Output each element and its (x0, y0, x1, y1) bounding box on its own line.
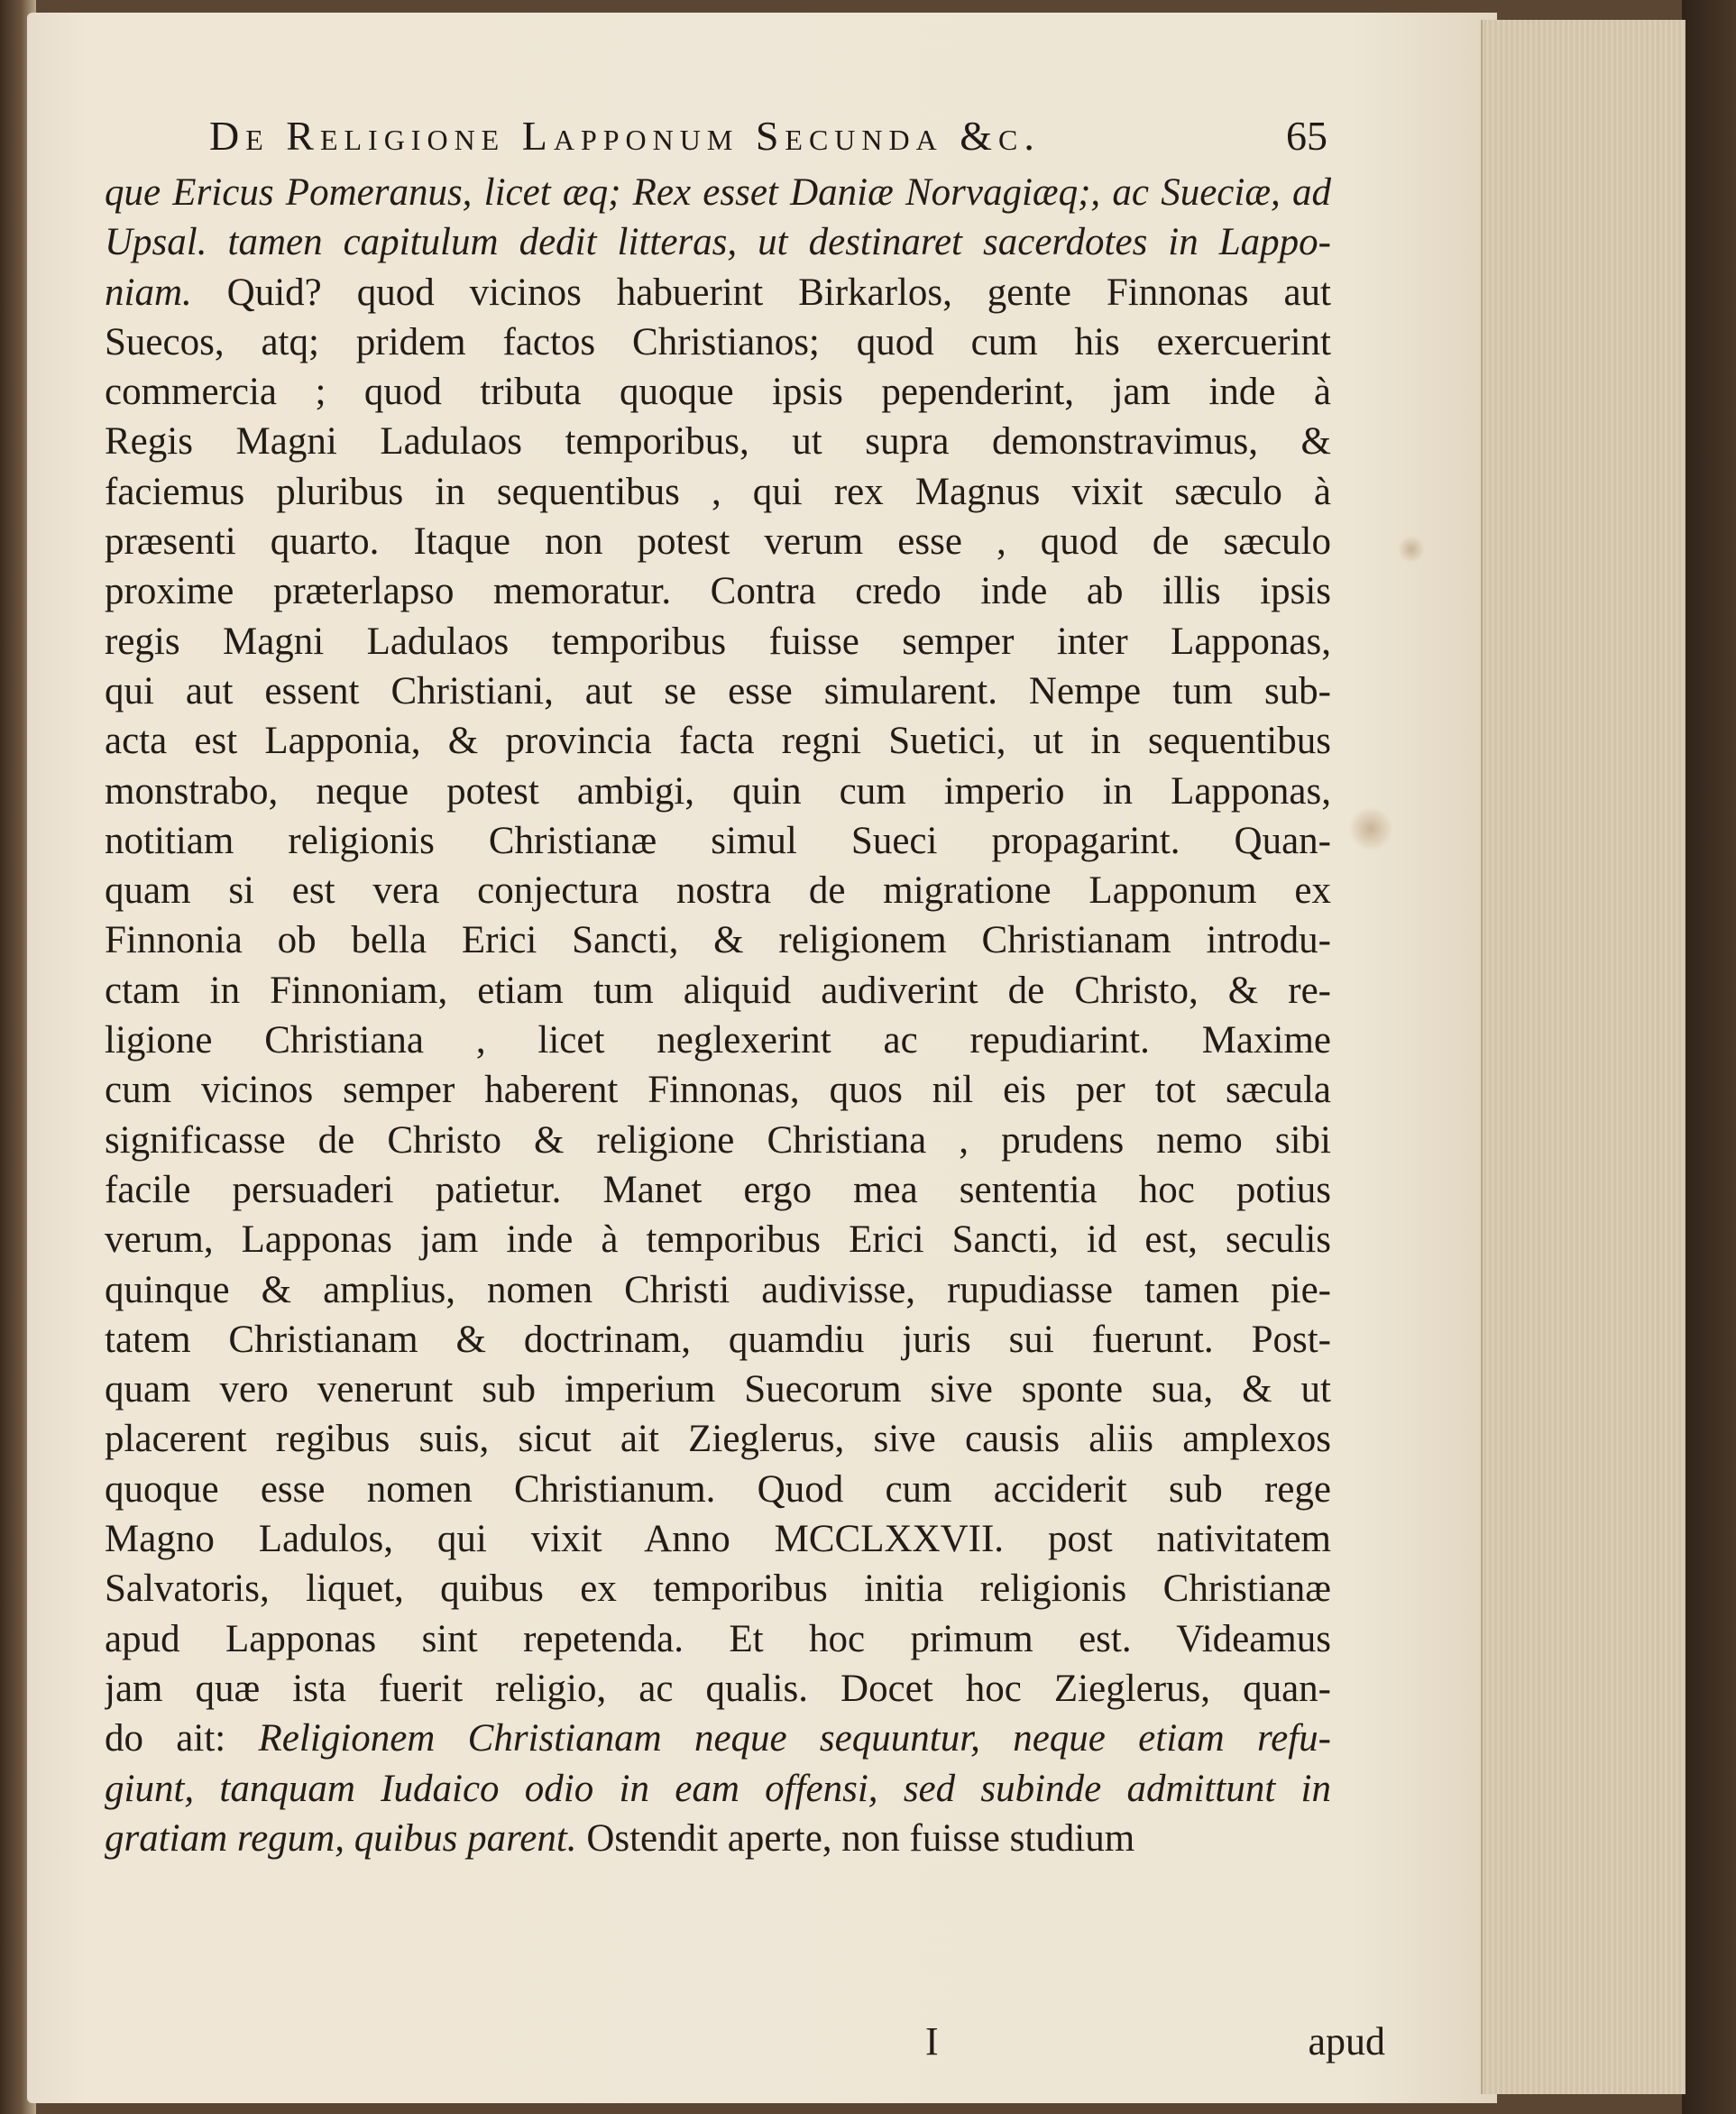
text-line (105, 1714, 1331, 1763)
text-segment: proxime præterlapso memoratur. Contra credo inde ab illis ipsis (105, 570, 1331, 613)
text-segment: ligione Christiana , licet neglexerint ac repudiarint. Maxime (105, 1019, 1331, 1062)
text-segment: notitiam religionis Christianæ simul Sueci propagarint. Quan- (105, 819, 1331, 862)
body-text (105, 168, 1385, 2063)
italic-text-segment: niam. (105, 271, 192, 314)
italic-text-segment: giunt, tanquam Iudaico odio in eam offensi, sed subinde admittunt in (105, 1767, 1331, 1810)
text-segment: quoque esse nomen Christianum. Quod cum acciderit sub rege (105, 1467, 1331, 1511)
text-segment: do ait: (105, 1717, 259, 1760)
text-line (105, 367, 1331, 417)
text-line (105, 1365, 1331, 1414)
text-line (105, 816, 1331, 866)
text-segment: qui aut essent Christiani, aut se esse simularent. Nempe tum sub- (105, 669, 1331, 712)
text-segment: placerent regibus suis, sicut ait Zieglerus, sive causis aliis amplexos (105, 1418, 1331, 1461)
text-line (105, 1414, 1331, 1464)
text-segment: præsenti quarto. Itaque non potest verum esse , quod de sæculo (105, 520, 1331, 564)
text-segment: Regis Magni Ladulaos temporibus, ut supra demonstravimus, & (105, 420, 1331, 464)
text-line (105, 1664, 1331, 1714)
text-segment: tatem Christianam & doctrinam, quamdiu juris sui fuerunt. Post- (105, 1318, 1331, 1361)
paper-stain (1348, 806, 1393, 851)
text-segment: quam si est vera conjectura nostra de migratione Lapponum ex (105, 869, 1331, 913)
book-cover-edge (1682, 0, 1736, 2114)
text-line (105, 866, 1331, 915)
text-line (105, 1016, 1331, 1065)
text-line (105, 417, 1331, 466)
signature-mark: I (925, 2019, 939, 2063)
page-footer (105, 2018, 1385, 2073)
page-header (209, 112, 1327, 168)
text-segment: verum, Lapponas jam inde à temporibus Erici Sancti, id est, seculis (105, 1218, 1331, 1262)
text-line (105, 1764, 1331, 1814)
text-segment: faciemus pluribus in sequentibus , qui rex Magnus vixit sæculo à (105, 470, 1331, 513)
text-segment: quam vero venerunt sub imperium Suecorum sive sponte sua, & ut (105, 1368, 1331, 1411)
text-segment: Quid? quod vicinos habuerint Birkarlos, gente Finnonas aut (191, 271, 1331, 314)
text-line (105, 716, 1331, 766)
text-line (105, 966, 1331, 1016)
text-segment: acta est Lapponia, & provincia facta regni Suetici, ut in sequentibus (105, 720, 1331, 763)
text-line (105, 1265, 1331, 1315)
text-line (105, 1215, 1331, 1264)
text-line (105, 317, 1331, 367)
text-line (105, 666, 1331, 716)
text-segment: ctam in Finnoniam, etiam tum aliquid audiverint de Christo, & re- (105, 969, 1331, 1012)
text-line (105, 217, 1331, 267)
text-line (105, 1564, 1331, 1613)
text-line (105, 1514, 1331, 1564)
page-number: 65 (1286, 113, 1327, 159)
text-line (105, 915, 1331, 965)
text-segment: cum vicinos semper haberent Finnonas, quos nil eis per tot sæcula (105, 1069, 1331, 1112)
text-line (105, 617, 1331, 666)
text-line (105, 1315, 1331, 1365)
italic-text-segment: Upsal. tamen capitulum dedit litteras, ut destinaret sacerdotes in Lappo- (105, 221, 1331, 264)
text-segment: Suecos, atq; pridem factos Christianos; quod cum his exercuerint (105, 320, 1331, 363)
text-line (105, 1116, 1331, 1165)
text-segment: monstrabo, neque potest ambigi, quin cum imperio in Lapponas, (105, 769, 1331, 813)
text-line (105, 566, 1331, 616)
text-line (105, 268, 1331, 317)
text-line (105, 1814, 1331, 1863)
page-fore-edge (1481, 20, 1685, 2094)
paper-stain (1398, 536, 1425, 563)
text-line (105, 1465, 1331, 1514)
italic-text-segment: gratiam regum, quibus parent. (105, 1816, 577, 1860)
italic-text-segment: que Ericus Pomeranus, licet æq; Rex esset Daniæ Norvagiæq;, ac Sueciæ, ad (105, 171, 1331, 214)
text-segment: apud Lapponas sint repetenda. Et hoc primum est. Videamus (105, 1617, 1331, 1660)
text-segment: facile persuaderi patietur. Manet ergo mea sententia hoc potius (105, 1168, 1331, 1211)
text-line (105, 1614, 1331, 1664)
text-line (105, 517, 1331, 566)
text-segment: commercia ; quod tributa quoque ipsis pependerint, jam inde à (105, 371, 1331, 414)
running-title: De Religione Lapponum Secunda &c. (209, 113, 1041, 159)
book-page (27, 13, 1497, 2103)
text-line (105, 767, 1331, 816)
text-line (105, 168, 1331, 217)
text-segment: jam quæ ista fuerit religio, ac qualis. Docet hoc Zieglerus, quan- (105, 1667, 1331, 1710)
text-line (105, 467, 1331, 517)
text-line (105, 1165, 1331, 1215)
text-segment: regis Magni Ladulaos temporibus fuisse semper inter Lapponas, (105, 620, 1331, 663)
text-segment: Finnonia ob bella Erici Sancti, & religionem Christianam introdu- (105, 919, 1331, 962)
text-segment: Ostendit aperte, non fuisse studium (576, 1816, 1135, 1860)
catchword: apud (1308, 2019, 1385, 2063)
text-segment: Salvatoris, liquet, quibus ex temporibus initia religionis Christianæ (105, 1567, 1331, 1611)
text-segment: Magno Ladulos, qui vixit Anno MCCLXXVII. post nativitatem (105, 1518, 1331, 1561)
text-line (105, 1065, 1331, 1115)
text-segment: quinque & amplius, nomen Christi audivisse, rupudiasse tamen pie- (105, 1268, 1331, 1311)
text-segment: significasse de Christo & religione Christiana , prudens nemo sibi (105, 1118, 1331, 1162)
italic-text-segment: Religionem Christianam neque sequuntur, neque etiam refu- (258, 1717, 1331, 1760)
